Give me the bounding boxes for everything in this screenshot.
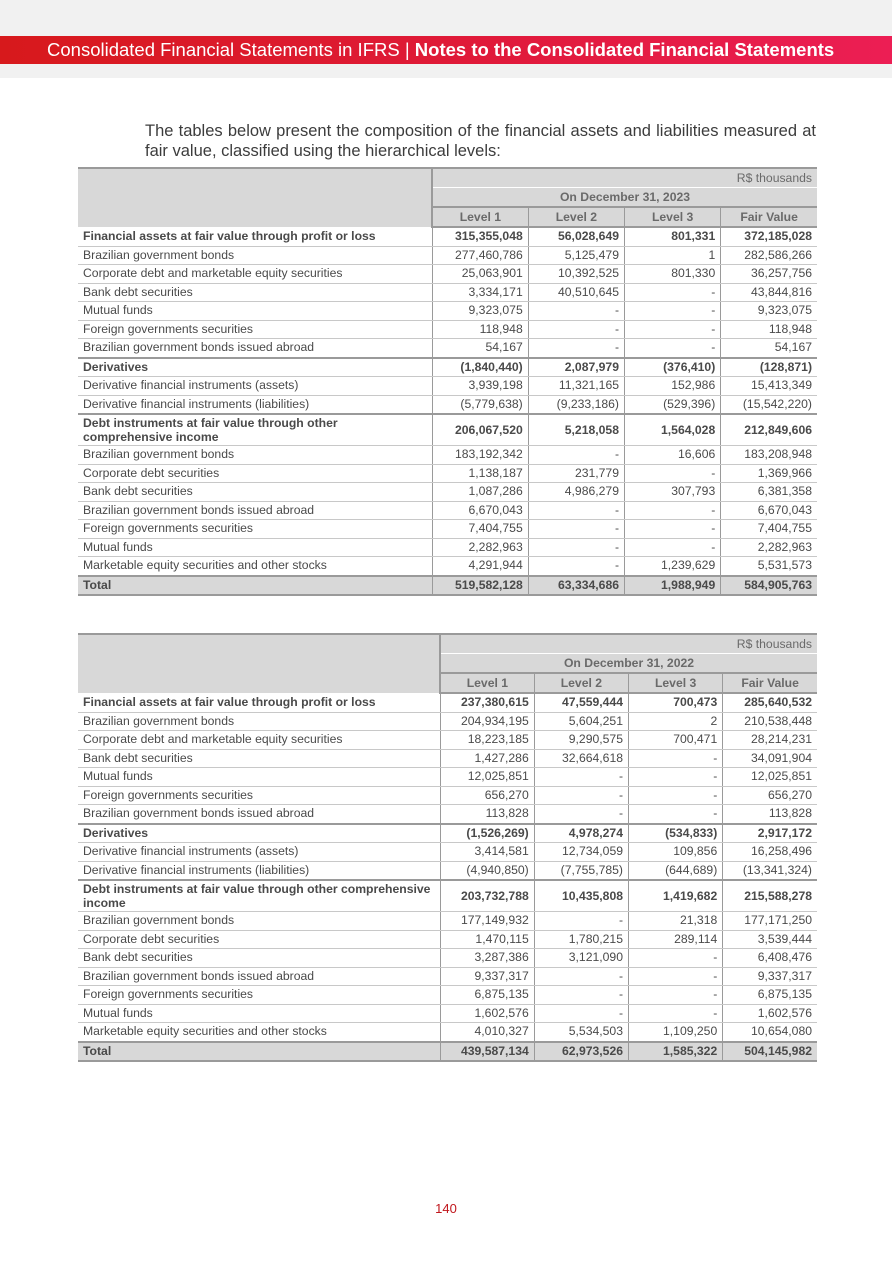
row-label: Foreign governments securities	[78, 520, 432, 539]
column-header: Level 2	[528, 207, 624, 227]
table-row	[78, 446, 817, 465]
row-label: Corporate debt and marketable equity securities	[78, 265, 432, 284]
cell-value: 231,779	[528, 464, 624, 483]
cell-value: 6,670,043	[432, 501, 528, 520]
row-label: Brazilian government bonds issued abroad	[78, 339, 432, 358]
cell-value: 3,287,386	[440, 949, 534, 968]
row-label: Total	[78, 1042, 440, 1062]
cell-value: 285,640,532	[723, 693, 817, 712]
table-row	[78, 986, 817, 1005]
table-row	[78, 861, 817, 880]
cell-value: 9,337,317	[723, 967, 817, 986]
cell-value: -	[528, 446, 624, 465]
cell-value: 12,734,059	[534, 843, 628, 862]
cell-value: (15,542,220)	[721, 395, 817, 414]
cell-value: 700,471	[629, 731, 723, 750]
cell-value: 1,109,250	[629, 1023, 723, 1042]
cell-value: 2,282,963	[721, 538, 817, 557]
row-label: Bank debt securities	[78, 483, 432, 502]
cell-value: 118,948	[721, 320, 817, 339]
table-row	[78, 483, 817, 502]
table-row	[78, 227, 817, 246]
cell-value: 307,793	[625, 483, 721, 502]
row-label: Bank debt securities	[78, 283, 432, 302]
date-header: On December 31, 2022	[440, 654, 817, 674]
cell-value: 183,192,342	[432, 446, 528, 465]
cell-value: 237,380,615	[440, 693, 534, 712]
cell-value: 439,587,134	[440, 1042, 534, 1062]
cell-value: 177,149,932	[440, 912, 534, 931]
table-row	[78, 283, 817, 302]
table-row	[78, 749, 817, 768]
cell-value: 7,404,755	[432, 520, 528, 539]
cell-value: 1,419,682	[629, 880, 723, 912]
cell-value: 5,218,058	[528, 414, 624, 446]
cell-value: (13,341,324)	[723, 861, 817, 880]
cell-value: 43,844,816	[721, 283, 817, 302]
total-row	[78, 1042, 817, 1062]
row-label: Bank debt securities	[78, 949, 440, 968]
column-header: Level 3	[629, 673, 723, 693]
cell-value: 5,604,251	[534, 712, 628, 731]
cell-value: -	[629, 986, 723, 1005]
cell-value: 277,460,786	[432, 246, 528, 265]
row-label: Total	[78, 576, 432, 596]
row-label: Debt instruments at fair value through other comprehensive income	[78, 414, 432, 446]
row-label: Mutual funds	[78, 1004, 440, 1023]
cell-value: 204,934,195	[440, 712, 534, 731]
row-label: Derivative financial instruments (assets)	[78, 843, 440, 862]
cell-value: 56,028,649	[528, 227, 624, 246]
cell-value: 2,917,172	[723, 824, 817, 843]
cell-value: 6,875,135	[440, 986, 534, 1005]
cell-value: (4,940,850)	[440, 861, 534, 880]
cell-value: (529,396)	[625, 395, 721, 414]
table-row	[78, 358, 817, 377]
cell-value: -	[629, 786, 723, 805]
cell-value: 25,063,901	[432, 265, 528, 284]
cell-value: 5,534,503	[534, 1023, 628, 1042]
cell-value: 152,986	[625, 377, 721, 396]
table-row	[78, 880, 817, 912]
table-row	[78, 712, 817, 731]
cell-value: 12,025,851	[723, 768, 817, 787]
cell-value: 7,404,755	[721, 520, 817, 539]
cell-value: 315,355,048	[432, 227, 528, 246]
table-row	[78, 265, 817, 284]
cell-value: 16,258,496	[723, 843, 817, 862]
table-row	[78, 395, 817, 414]
row-label: Corporate debt securities	[78, 930, 440, 949]
cell-value: -	[528, 339, 624, 358]
cell-value: 6,381,358	[721, 483, 817, 502]
row-label: Foreign governments securities	[78, 320, 432, 339]
row-label: Mutual funds	[78, 538, 432, 557]
cell-value: -	[528, 501, 624, 520]
cell-value: 1,988,949	[625, 576, 721, 596]
cell-value: -	[528, 538, 624, 557]
cell-value: 289,114	[629, 930, 723, 949]
cell-value: (5,779,638)	[432, 395, 528, 414]
banner-chapter-title: Notes to the Consolidated Financial Statements	[414, 39, 835, 60]
cell-value: 801,330	[625, 265, 721, 284]
row-label: Brazilian government bonds	[78, 712, 440, 731]
cell-value: 9,323,075	[432, 302, 528, 321]
column-header: Level 1	[432, 207, 528, 227]
cell-value: 1,780,215	[534, 930, 628, 949]
cell-value: -	[629, 1004, 723, 1023]
cell-value: 1,470,115	[440, 930, 534, 949]
cell-value: 1,564,028	[625, 414, 721, 446]
cell-value: -	[629, 749, 723, 768]
cell-value: -	[528, 302, 624, 321]
table-row	[78, 320, 817, 339]
table-row	[78, 246, 817, 265]
table-row	[78, 912, 817, 931]
table-row	[78, 949, 817, 968]
cell-value: 206,067,520	[432, 414, 528, 446]
row-label: Derivative financial instruments (liabilities)	[78, 861, 440, 880]
cell-value: 3,539,444	[723, 930, 817, 949]
table-row	[78, 557, 817, 576]
cell-value: 5,531,573	[721, 557, 817, 576]
cell-value: -	[534, 1004, 628, 1023]
cell-value: -	[629, 768, 723, 787]
table-row	[78, 768, 817, 787]
cell-value: -	[534, 805, 628, 824]
cell-value: -	[625, 320, 721, 339]
cell-value: 801,331	[625, 227, 721, 246]
row-label: Brazilian government bonds	[78, 246, 432, 265]
row-label: Brazilian government bonds	[78, 912, 440, 931]
row-label: Derivative financial instruments (liabilities)	[78, 395, 432, 414]
cell-value: 203,732,788	[440, 880, 534, 912]
cell-value: 12,025,851	[440, 768, 534, 787]
table-row	[78, 843, 817, 862]
cell-value: 2	[629, 712, 723, 731]
cell-value: -	[534, 912, 628, 931]
cell-value: -	[629, 967, 723, 986]
table-row	[78, 501, 817, 520]
cell-value: 6,408,476	[723, 949, 817, 968]
row-label: Derivative financial instruments (assets)	[78, 377, 432, 396]
cell-value: 584,905,763	[721, 576, 817, 596]
cell-value: -	[625, 464, 721, 483]
row-label: Corporate debt securities	[78, 464, 432, 483]
cell-value: 1	[625, 246, 721, 265]
fair-value-table-2023	[78, 167, 817, 596]
column-header: Level 3	[625, 207, 721, 227]
cell-value: 6,875,135	[723, 986, 817, 1005]
cell-value: 28,214,231	[723, 731, 817, 750]
unit-label: R$ thousands	[432, 168, 817, 188]
cell-value: (9,233,186)	[528, 395, 624, 414]
cell-value: 62,973,526	[534, 1042, 628, 1062]
cell-value: 183,208,948	[721, 446, 817, 465]
cell-value: 2,087,979	[528, 358, 624, 377]
cell-value: 34,091,904	[723, 749, 817, 768]
table-row	[78, 786, 817, 805]
cell-value: 113,828	[723, 805, 817, 824]
cell-value: 504,145,982	[723, 1042, 817, 1062]
cell-value: 9,323,075	[721, 302, 817, 321]
table-row	[78, 520, 817, 539]
cell-value: 177,171,250	[723, 912, 817, 931]
row-label: Brazilian government bonds issued abroad	[78, 501, 432, 520]
section-banner	[0, 36, 892, 64]
cell-value: 21,318	[629, 912, 723, 931]
cell-value: 3,121,090	[534, 949, 628, 968]
top-strip	[0, 0, 892, 36]
cell-value: 4,291,944	[432, 557, 528, 576]
table-row	[78, 302, 817, 321]
fair-value-table-2022	[78, 633, 817, 1062]
row-label: Foreign governments securities	[78, 786, 440, 805]
cell-value: -	[534, 786, 628, 805]
cell-value: 109,856	[629, 843, 723, 862]
cell-value: 1,087,286	[432, 483, 528, 502]
cell-value: 2,282,963	[432, 538, 528, 557]
row-label: Bank debt securities	[78, 749, 440, 768]
cell-value: 32,664,618	[534, 749, 628, 768]
cell-value: 4,978,274	[534, 824, 628, 843]
cell-value: 3,334,171	[432, 283, 528, 302]
cell-value: (1,840,440)	[432, 358, 528, 377]
table-row	[78, 1004, 817, 1023]
table-row	[78, 538, 817, 557]
cell-value: 10,654,080	[723, 1023, 817, 1042]
cell-value: 36,257,756	[721, 265, 817, 284]
cell-value: 519,582,128	[432, 576, 528, 596]
cell-value: -	[625, 538, 721, 557]
cell-value: 63,334,686	[528, 576, 624, 596]
cell-value: 40,510,645	[528, 283, 624, 302]
cell-value: (1,526,269)	[440, 824, 534, 843]
cell-value: -	[528, 520, 624, 539]
table-row	[78, 693, 817, 712]
cell-value: 18,223,185	[440, 731, 534, 750]
cell-value: -	[528, 557, 624, 576]
date-header: On December 31, 2023	[432, 188, 817, 208]
row-label: Marketable equity securities and other stocks	[78, 557, 432, 576]
cell-value: 210,538,448	[723, 712, 817, 731]
row-label: Brazilian government bonds issued abroad	[78, 967, 440, 986]
column-header: Fair Value	[723, 673, 817, 693]
table-corner	[78, 634, 440, 693]
cell-value: 3,414,581	[440, 843, 534, 862]
table-corner	[78, 168, 432, 227]
cell-value: 4,010,327	[440, 1023, 534, 1042]
cell-value: 700,473	[629, 693, 723, 712]
cell-value: 9,337,317	[440, 967, 534, 986]
cell-value: 9,290,575	[534, 731, 628, 750]
cell-value: -	[629, 805, 723, 824]
row-label: Financial assets at fair value through profit or loss	[78, 227, 432, 246]
cell-value: (644,689)	[629, 861, 723, 880]
cell-value: 5,125,479	[528, 246, 624, 265]
column-header: Level 1	[440, 673, 534, 693]
cell-value: (376,410)	[625, 358, 721, 377]
total-row	[78, 576, 817, 596]
cell-value: 1,138,187	[432, 464, 528, 483]
cell-value: 215,588,278	[723, 880, 817, 912]
cell-value: -	[629, 949, 723, 968]
unit-label: R$ thousands	[440, 634, 817, 654]
column-header: Fair Value	[721, 207, 817, 227]
row-label: Debt instruments at fair value through other comprehensive income	[78, 880, 440, 912]
table-row	[78, 967, 817, 986]
cell-value: (534,833)	[629, 824, 723, 843]
column-header: Level 2	[534, 673, 628, 693]
row-label: Financial assets at fair value through profit or loss	[78, 693, 440, 712]
banner-separator: |	[399, 39, 415, 60]
row-label: Marketable equity securities and other stocks	[78, 1023, 440, 1042]
cell-value: -	[625, 520, 721, 539]
table-row	[78, 464, 817, 483]
table-row	[78, 414, 817, 446]
table-row	[78, 805, 817, 824]
intro-paragraph: The tables below present the composition of the financial assets and liabilities measured at fair value, classified using the hierarchical levels:	[145, 121, 816, 160]
cell-value: 6,670,043	[721, 501, 817, 520]
cell-value: 1,602,576	[440, 1004, 534, 1023]
table-row	[78, 930, 817, 949]
cell-value: -	[625, 339, 721, 358]
cell-value: 656,270	[440, 786, 534, 805]
cell-value: 3,939,198	[432, 377, 528, 396]
cell-value: (7,755,785)	[534, 861, 628, 880]
row-label: Derivatives	[78, 358, 432, 377]
cell-value: 11,321,165	[528, 377, 624, 396]
cell-value: -	[534, 768, 628, 787]
cell-value: 54,167	[432, 339, 528, 358]
cell-value: 118,948	[432, 320, 528, 339]
table-row	[78, 339, 817, 358]
cell-value: -	[625, 501, 721, 520]
cell-value: 16,606	[625, 446, 721, 465]
cell-value: -	[534, 986, 628, 1005]
row-label: Foreign governments securities	[78, 986, 440, 1005]
cell-value: -	[625, 302, 721, 321]
row-label: Derivatives	[78, 824, 440, 843]
table-row	[78, 731, 817, 750]
cell-value: 212,849,606	[721, 414, 817, 446]
cell-value: 1,602,576	[723, 1004, 817, 1023]
cell-value: 1,427,286	[440, 749, 534, 768]
cell-value: 1,369,966	[721, 464, 817, 483]
cell-value: 10,392,525	[528, 265, 624, 284]
cell-value: 47,559,444	[534, 693, 628, 712]
cell-value: 15,413,349	[721, 377, 817, 396]
cell-value: 54,167	[721, 339, 817, 358]
banner-subband	[0, 64, 892, 78]
row-label: Brazilian government bonds	[78, 446, 432, 465]
cell-value: 1,239,629	[625, 557, 721, 576]
row-label: Corporate debt and marketable equity securities	[78, 731, 440, 750]
cell-value: -	[625, 283, 721, 302]
row-label: Brazilian government bonds issued abroad	[78, 805, 440, 824]
table-row	[78, 824, 817, 843]
cell-value: 4,986,279	[528, 483, 624, 502]
cell-value: -	[534, 967, 628, 986]
cell-value: (128,871)	[721, 358, 817, 377]
cell-value: 10,435,808	[534, 880, 628, 912]
cell-value: 113,828	[440, 805, 534, 824]
cell-value: 282,586,266	[721, 246, 817, 265]
cell-value: 656,270	[723, 786, 817, 805]
table-row	[78, 1023, 817, 1042]
banner-section-title: Consolidated Financial Statements in IFRS	[47, 39, 400, 60]
cell-value: 372,185,028	[721, 227, 817, 246]
cell-value: -	[528, 320, 624, 339]
row-label: Mutual funds	[78, 768, 440, 787]
table-row	[78, 377, 817, 396]
row-label: Mutual funds	[78, 302, 432, 321]
cell-value: 1,585,322	[629, 1042, 723, 1062]
page-number: 140	[435, 1201, 457, 1216]
